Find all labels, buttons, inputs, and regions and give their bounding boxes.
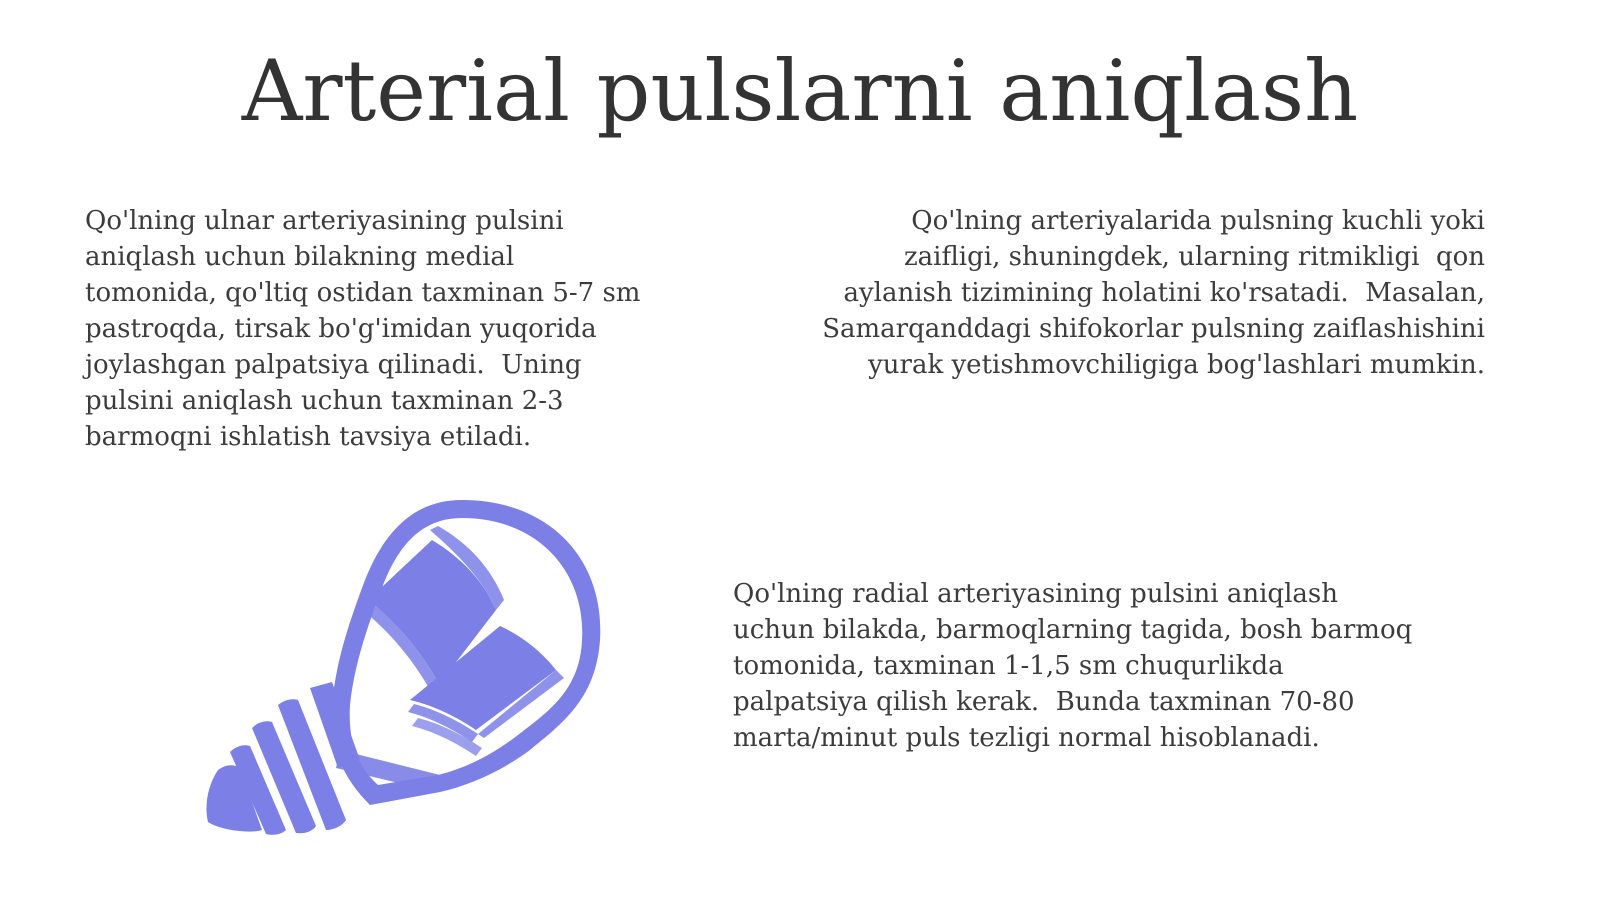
paragraph-line: yurak yetishmovchiligiga bog'lashlari mumkin. <box>868 350 1485 380</box>
paragraph-line: aniqlash uchun bilakning medial <box>85 242 515 272</box>
paragraph-line: marta/minut puls tezligi normal hisoblanadi. <box>733 723 1320 753</box>
paragraph-radial-pulse <box>733 576 1493 756</box>
paragraph-line: pastroqda, tirsak bo'g'imidan yuqorida <box>85 314 597 344</box>
paragraph-line: aylanish tizimining holatini ko'rsatadi. Masalan, <box>843 278 1485 308</box>
paragraph-line: Qo'lning radial arteriyasining pulsini aniqlash <box>733 579 1338 609</box>
paragraph-pulse-strength <box>745 203 1485 383</box>
paragraph-line: Qo'lning arteriyalarida pulsning kuchli yoki <box>911 206 1485 236</box>
paragraph-line: tomonida, taxminan 1-1,5 sm chuqurlikda <box>733 651 1284 681</box>
slide-title: Arterial pulslarni aniqlash <box>241 42 1359 140</box>
paragraph-line: barmoqni ishlatish tavsiya etiladi. <box>85 422 532 452</box>
paragraph-line: tomonida, qo'ltiq ostidan taxminan 5-7 sm <box>85 278 641 308</box>
lightbulb-book-icon <box>200 500 620 860</box>
paragraph-line: Qo'lning ulnar arteriyasining pulsini <box>85 206 564 236</box>
paragraph-line: uchun bilakda, barmoqlarning tagida, bosh barmoq <box>733 615 1413 645</box>
paragraph-line: zaifligi, shuningdek, ularning ritmikligi qon <box>903 242 1485 272</box>
paragraph-line: Samarqanddagi shifokorlar pulsning zaiflashishini <box>822 314 1485 344</box>
paragraph-ulnar-pulse <box>85 203 705 455</box>
paragraph-line: palpatsiya qilish kerak. Bunda taxminan 70-80 <box>733 687 1355 717</box>
paragraph-line: pulsini aniqlash uchun taxminan 2-3 <box>85 386 564 416</box>
paragraph-line: joylashgan palpatsiya qilinadi. Uning <box>85 350 582 380</box>
